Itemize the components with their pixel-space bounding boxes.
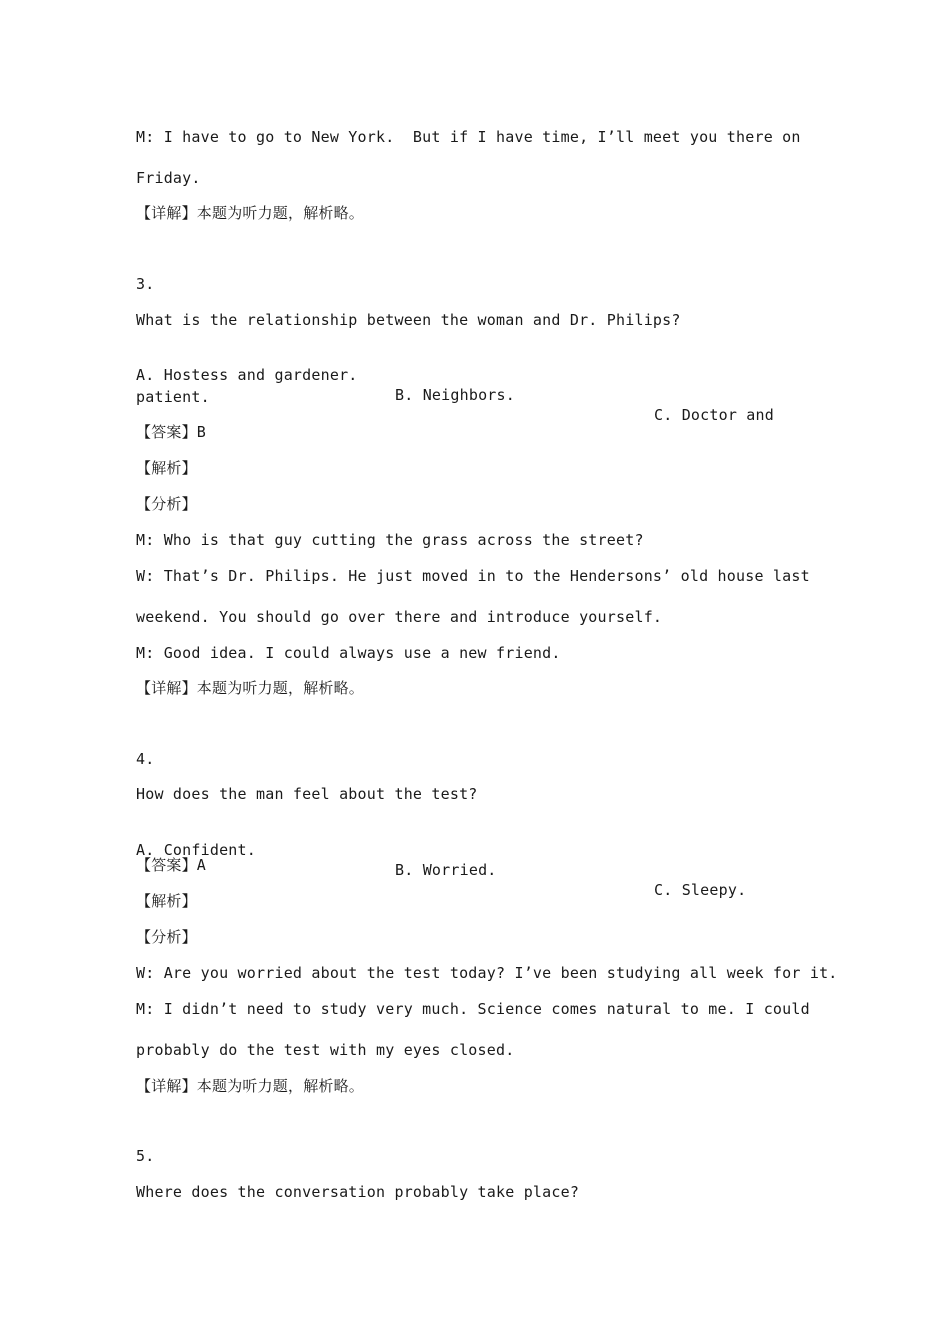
fenxi-label: 【分析】 xyxy=(136,495,197,513)
question-text: How does the man feel about the test? xyxy=(136,785,478,803)
answer-label: 【答案】A xyxy=(136,856,207,874)
transcript-line: weekend. You should go over there and introduce yourself. xyxy=(136,608,663,626)
transcript-line: M: Who is that guy cutting the grass across the street? xyxy=(136,531,644,549)
option-a: A. Confident. xyxy=(136,841,256,859)
option-b: B. Worried. xyxy=(395,861,497,879)
option-c-continued: patient. xyxy=(136,388,210,406)
transcript-line: M: I have to go to New York. But if I have time, I’ll meet you there on xyxy=(136,128,801,146)
detail-note: 【详解】本题为听力题，解析略。 xyxy=(136,679,365,697)
question-number: 5. xyxy=(136,1147,155,1165)
question-text: Where does the conversation probably take place? xyxy=(136,1183,580,1201)
transcript-line: M: Good idea. I could always use a new friend. xyxy=(136,644,561,662)
answer-label: 【答案】B xyxy=(136,423,207,441)
transcript-line: probably do the test with my eyes closed. xyxy=(136,1041,515,1059)
question-number: 3. xyxy=(136,275,155,293)
transcript-line: W: That’s Dr. Philips. He just moved in to the Hendersons’ old house last xyxy=(136,567,810,585)
detail-note: 【详解】本题为听力题，解析略。 xyxy=(136,204,365,222)
detail-note: 【详解】本题为听力题，解析略。 xyxy=(136,1077,365,1095)
analysis-label: 【解析】 xyxy=(136,459,197,477)
analysis-label: 【解析】 xyxy=(136,892,197,910)
option-c: C. Sleepy. xyxy=(654,881,747,899)
fenxi-label: 【分析】 xyxy=(136,928,197,946)
option-c: C. Doctor and xyxy=(654,406,774,424)
transcript-line: Friday. xyxy=(136,169,201,187)
question-number: 4. xyxy=(136,750,155,768)
transcript-line: M: I didn’t need to study very much. Science comes natural to me. I could xyxy=(136,1000,810,1018)
transcript-line: W: Are you worried about the test today? I’ve been studying all week for it. xyxy=(136,964,838,982)
option-a: A. Hostess and gardener. xyxy=(136,366,358,384)
question-text: What is the relationship between the woman and Dr. Philips? xyxy=(136,311,681,329)
option-b: B. Neighbors. xyxy=(395,386,515,404)
